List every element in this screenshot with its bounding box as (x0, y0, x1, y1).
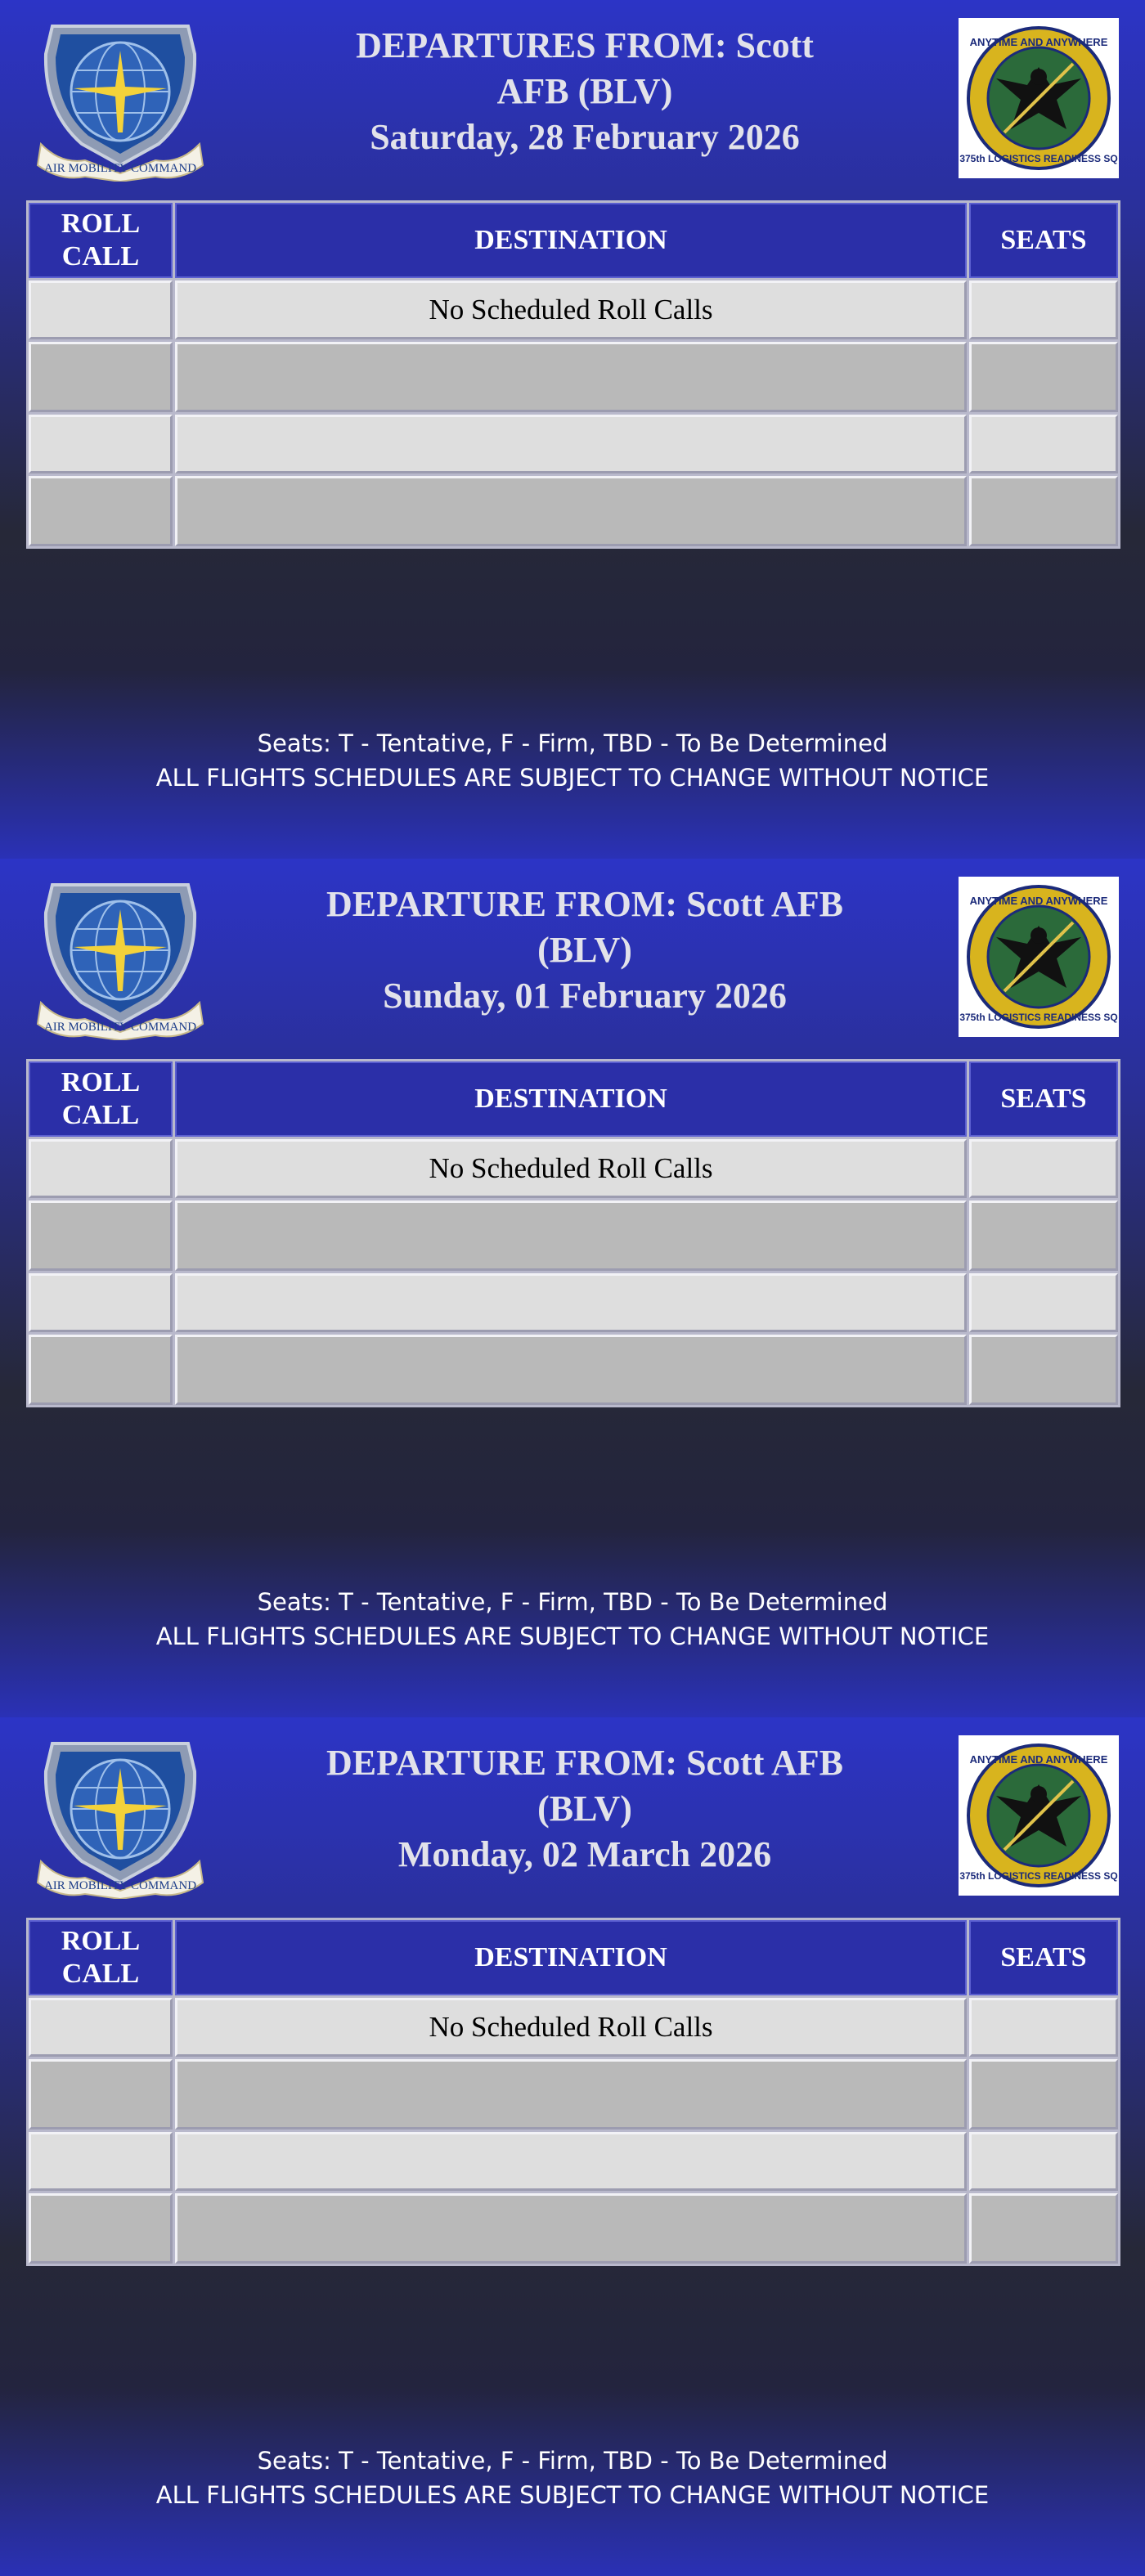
logistics-readiness-squadron-patch (959, 18, 1119, 178)
svg-text:ANYTIME AND ANYWHERE: ANYTIME AND ANYWHERE (969, 895, 1108, 907)
roll-call-cell (29, 2132, 173, 2191)
svg-text:ANYTIME AND ANYWHERE: ANYTIME AND ANYWHERE (969, 36, 1108, 48)
page-title (245, 882, 924, 1019)
roll-call-cell (29, 1335, 173, 1405)
schedule-slide-1 (0, 0, 1145, 859)
page-title (245, 1740, 924, 1878)
svg-text:375th LOGISTICS READINESS SQ: 375th LOGISTICS READINESS SQ (959, 153, 1118, 164)
change-notice: ALL FLIGHTS SCHEDULES ARE SUBJECT TO CHANGE WITHOUT NOTICE (155, 1622, 990, 1650)
seats-cell (969, 2059, 1118, 2129)
column-header-seats: SEATS (969, 203, 1118, 278)
schedule-slide-3 (0, 1717, 1145, 2576)
table-row (29, 1335, 1118, 1405)
eagle-patch-icon (959, 877, 1119, 1037)
footer-notice (0, 1585, 1145, 1654)
column-header-roll-call: ROLL CALL (29, 1061, 173, 1137)
seats-cell (969, 1139, 1118, 1198)
seats-cell (969, 342, 1118, 412)
table-header-row (29, 1061, 1118, 1137)
change-notice: ALL FLIGHTS SCHEDULES ARE SUBJECT TO CHANGE WITHOUT NOTICE (155, 764, 990, 792)
destination-cell: No Scheduled Roll Calls (175, 1139, 967, 1198)
table-header-row (29, 203, 1118, 278)
table-row (29, 1273, 1118, 1332)
seats-cell (969, 1335, 1118, 1405)
column-header-destination: DESTINATION (175, 203, 967, 278)
destination-cell (175, 476, 967, 546)
logistics-readiness-squadron-patch (959, 877, 1119, 1037)
roll-call-cell (29, 1998, 173, 2057)
column-header-destination: DESTINATION (175, 1061, 967, 1137)
seats-cell (969, 415, 1118, 473)
table-row (29, 1200, 1118, 1271)
seats-cell (969, 2193, 1118, 2264)
departure-date: Saturday, 28 February 2026 (370, 117, 800, 157)
table-row (29, 415, 1118, 473)
roll-call-cell (29, 415, 173, 473)
footer-notice (0, 726, 1145, 795)
seats-cell (969, 280, 1118, 339)
title-line-2: AFB (BLV) (496, 71, 673, 111)
destination-cell (175, 2132, 967, 2191)
title-line-1: DEPARTURE FROM: Scott AFB (326, 884, 843, 924)
destination-cell (175, 1335, 967, 1405)
destination-cell (175, 1200, 967, 1271)
table-row (29, 2193, 1118, 2264)
table-row (29, 1139, 1118, 1198)
title-line-2: (BLV) (537, 930, 632, 970)
page-title (245, 23, 924, 160)
air-mobility-command-emblem (36, 21, 204, 182)
destination-cell: No Scheduled Roll Calls (175, 1998, 967, 2057)
table-row (29, 280, 1118, 339)
svg-text:AIR MOBILITY COMMAND: AIR MOBILITY COMMAND (43, 162, 197, 175)
svg-text:AIR MOBILITY COMMAND: AIR MOBILITY COMMAND (43, 1021, 197, 1034)
departure-date: Monday, 02 March 2026 (397, 1834, 772, 1874)
table-row (29, 1998, 1118, 2057)
destination-cell: No Scheduled Roll Calls (175, 280, 967, 339)
footer-notice (0, 2444, 1145, 2512)
table-row (29, 2132, 1118, 2191)
seats-legend: Seats: T - Tentative, F - Firm, TBD - To Be Determined (257, 729, 888, 757)
roll-call-cell (29, 1139, 173, 1198)
schedule-slide-2 (0, 859, 1145, 1717)
svg-text:ANYTIME AND ANYWHERE: ANYTIME AND ANYWHERE (969, 1753, 1108, 1766)
table-row (29, 476, 1118, 546)
amc-shield-icon (36, 21, 204, 182)
roll-call-cell (29, 342, 173, 412)
amc-shield-icon (36, 880, 204, 1040)
change-notice: ALL FLIGHTS SCHEDULES ARE SUBJECT TO CHANGE WITHOUT NOTICE (155, 2481, 990, 2509)
departure-schedule-table (26, 200, 1120, 549)
title-line-1: DEPARTURES FROM: Scott (356, 25, 814, 65)
seats-cell (969, 1273, 1118, 1332)
departure-schedule-table (26, 1059, 1120, 1407)
column-header-seats: SEATS (969, 1061, 1118, 1137)
roll-call-cell (29, 280, 173, 339)
air-mobility-command-emblem (36, 1739, 204, 1899)
column-header-roll-call: ROLL CALL (29, 203, 173, 278)
svg-text:AIR MOBILITY COMMAND: AIR MOBILITY COMMAND (43, 1879, 197, 1892)
seats-cell (969, 1200, 1118, 1271)
seats-cell (969, 2132, 1118, 2191)
svg-text:375th LOGISTICS READINESS SQ: 375th LOGISTICS READINESS SQ (959, 1870, 1118, 1882)
departure-schedule-table (26, 1918, 1120, 2266)
air-mobility-command-emblem (36, 880, 204, 1040)
roll-call-cell (29, 1200, 173, 1271)
table-row (29, 342, 1118, 412)
svg-text:375th LOGISTICS READINESS SQ: 375th LOGISTICS READINESS SQ (959, 1012, 1118, 1023)
roll-call-cell (29, 476, 173, 546)
column-header-destination: DESTINATION (175, 1920, 967, 1995)
destination-cell (175, 342, 967, 412)
roll-call-cell (29, 2059, 173, 2129)
roll-call-cell (29, 2193, 173, 2264)
departure-date: Sunday, 01 February 2026 (383, 976, 787, 1016)
destination-cell (175, 1273, 967, 1332)
seats-legend: Seats: T - Tentative, F - Firm, TBD - To Be Determined (257, 2447, 888, 2475)
table-header-row (29, 1920, 1118, 1995)
logistics-readiness-squadron-patch (959, 1735, 1119, 1896)
table-row (29, 2059, 1118, 2129)
destination-cell (175, 2193, 967, 2264)
seats-cell (969, 476, 1118, 546)
column-header-seats: SEATS (969, 1920, 1118, 1995)
column-header-roll-call: ROLL CALL (29, 1920, 173, 1995)
amc-shield-icon (36, 1739, 204, 1899)
roll-call-cell (29, 1273, 173, 1332)
seats-cell (969, 1998, 1118, 2057)
title-line-1: DEPARTURE FROM: Scott AFB (326, 1743, 843, 1783)
eagle-patch-icon (959, 18, 1119, 178)
destination-cell (175, 415, 967, 473)
eagle-patch-icon (959, 1735, 1119, 1896)
title-line-2: (BLV) (537, 1788, 632, 1829)
seats-legend: Seats: T - Tentative, F - Firm, TBD - To Be Determined (257, 1588, 888, 1616)
destination-cell (175, 2059, 967, 2129)
